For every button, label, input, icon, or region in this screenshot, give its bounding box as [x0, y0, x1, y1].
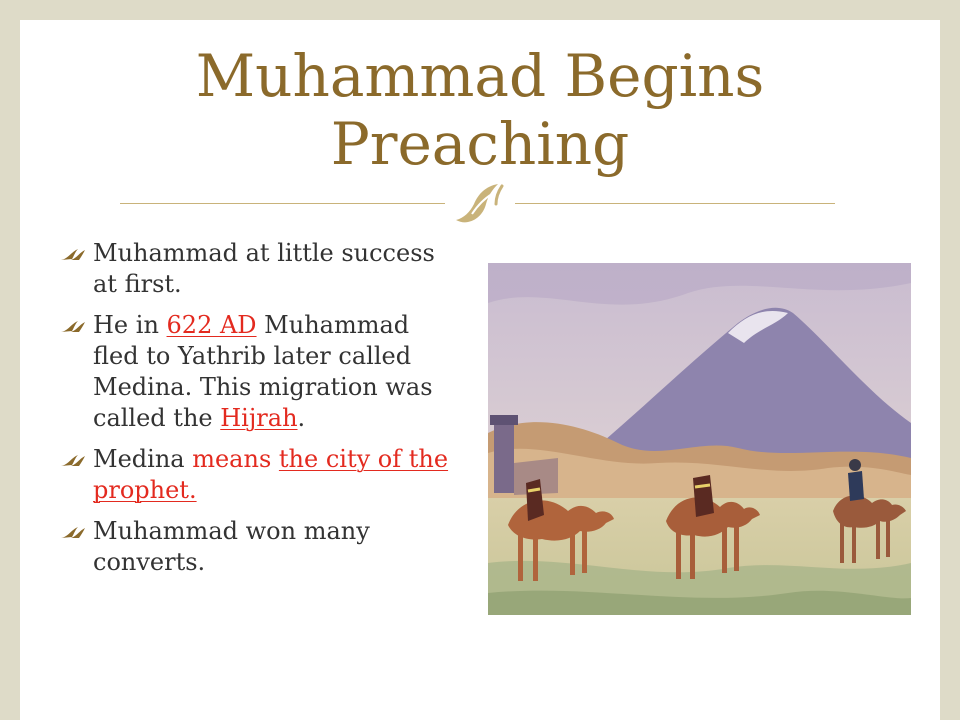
- bullet-item: [60, 238, 460, 300]
- bullet-text: Muhammad fled to Yathrib later called Medina. This migration was called the: [93, 311, 433, 432]
- bullet-icon: [60, 318, 86, 334]
- city-of-prophet-link[interactable]: the city of the prophet.: [93, 445, 449, 504]
- title-divider-left: [120, 203, 445, 204]
- title-divider-right: [515, 203, 835, 204]
- hijrah-link[interactable]: Hijrah: [220, 404, 298, 432]
- bullet-text: Medina: [93, 445, 193, 473]
- bullet-item: [60, 516, 460, 578]
- caravan-painting: [488, 263, 911, 615]
- bullet-icon: [60, 452, 86, 468]
- bullet-icon: [60, 246, 86, 262]
- word-space: [271, 445, 279, 473]
- bullet-text: Muhammad won many converts.: [93, 517, 370, 576]
- bullet-item: [60, 444, 460, 506]
- bullet-list: [60, 238, 460, 588]
- slide-title: Muhammad Begins Preaching: [195, 42, 765, 178]
- bullet-text: He in: [93, 311, 167, 339]
- bullet-text: Muhammad at little success at first.: [93, 239, 435, 298]
- date-link[interactable]: 622 AD: [166, 311, 257, 339]
- bullet-text-end: .: [297, 404, 306, 432]
- bullet-item: [60, 310, 460, 434]
- highlight-word: means: [192, 445, 272, 473]
- bullet-icon: [60, 524, 86, 540]
- fleuron-ornament-icon: [452, 180, 508, 226]
